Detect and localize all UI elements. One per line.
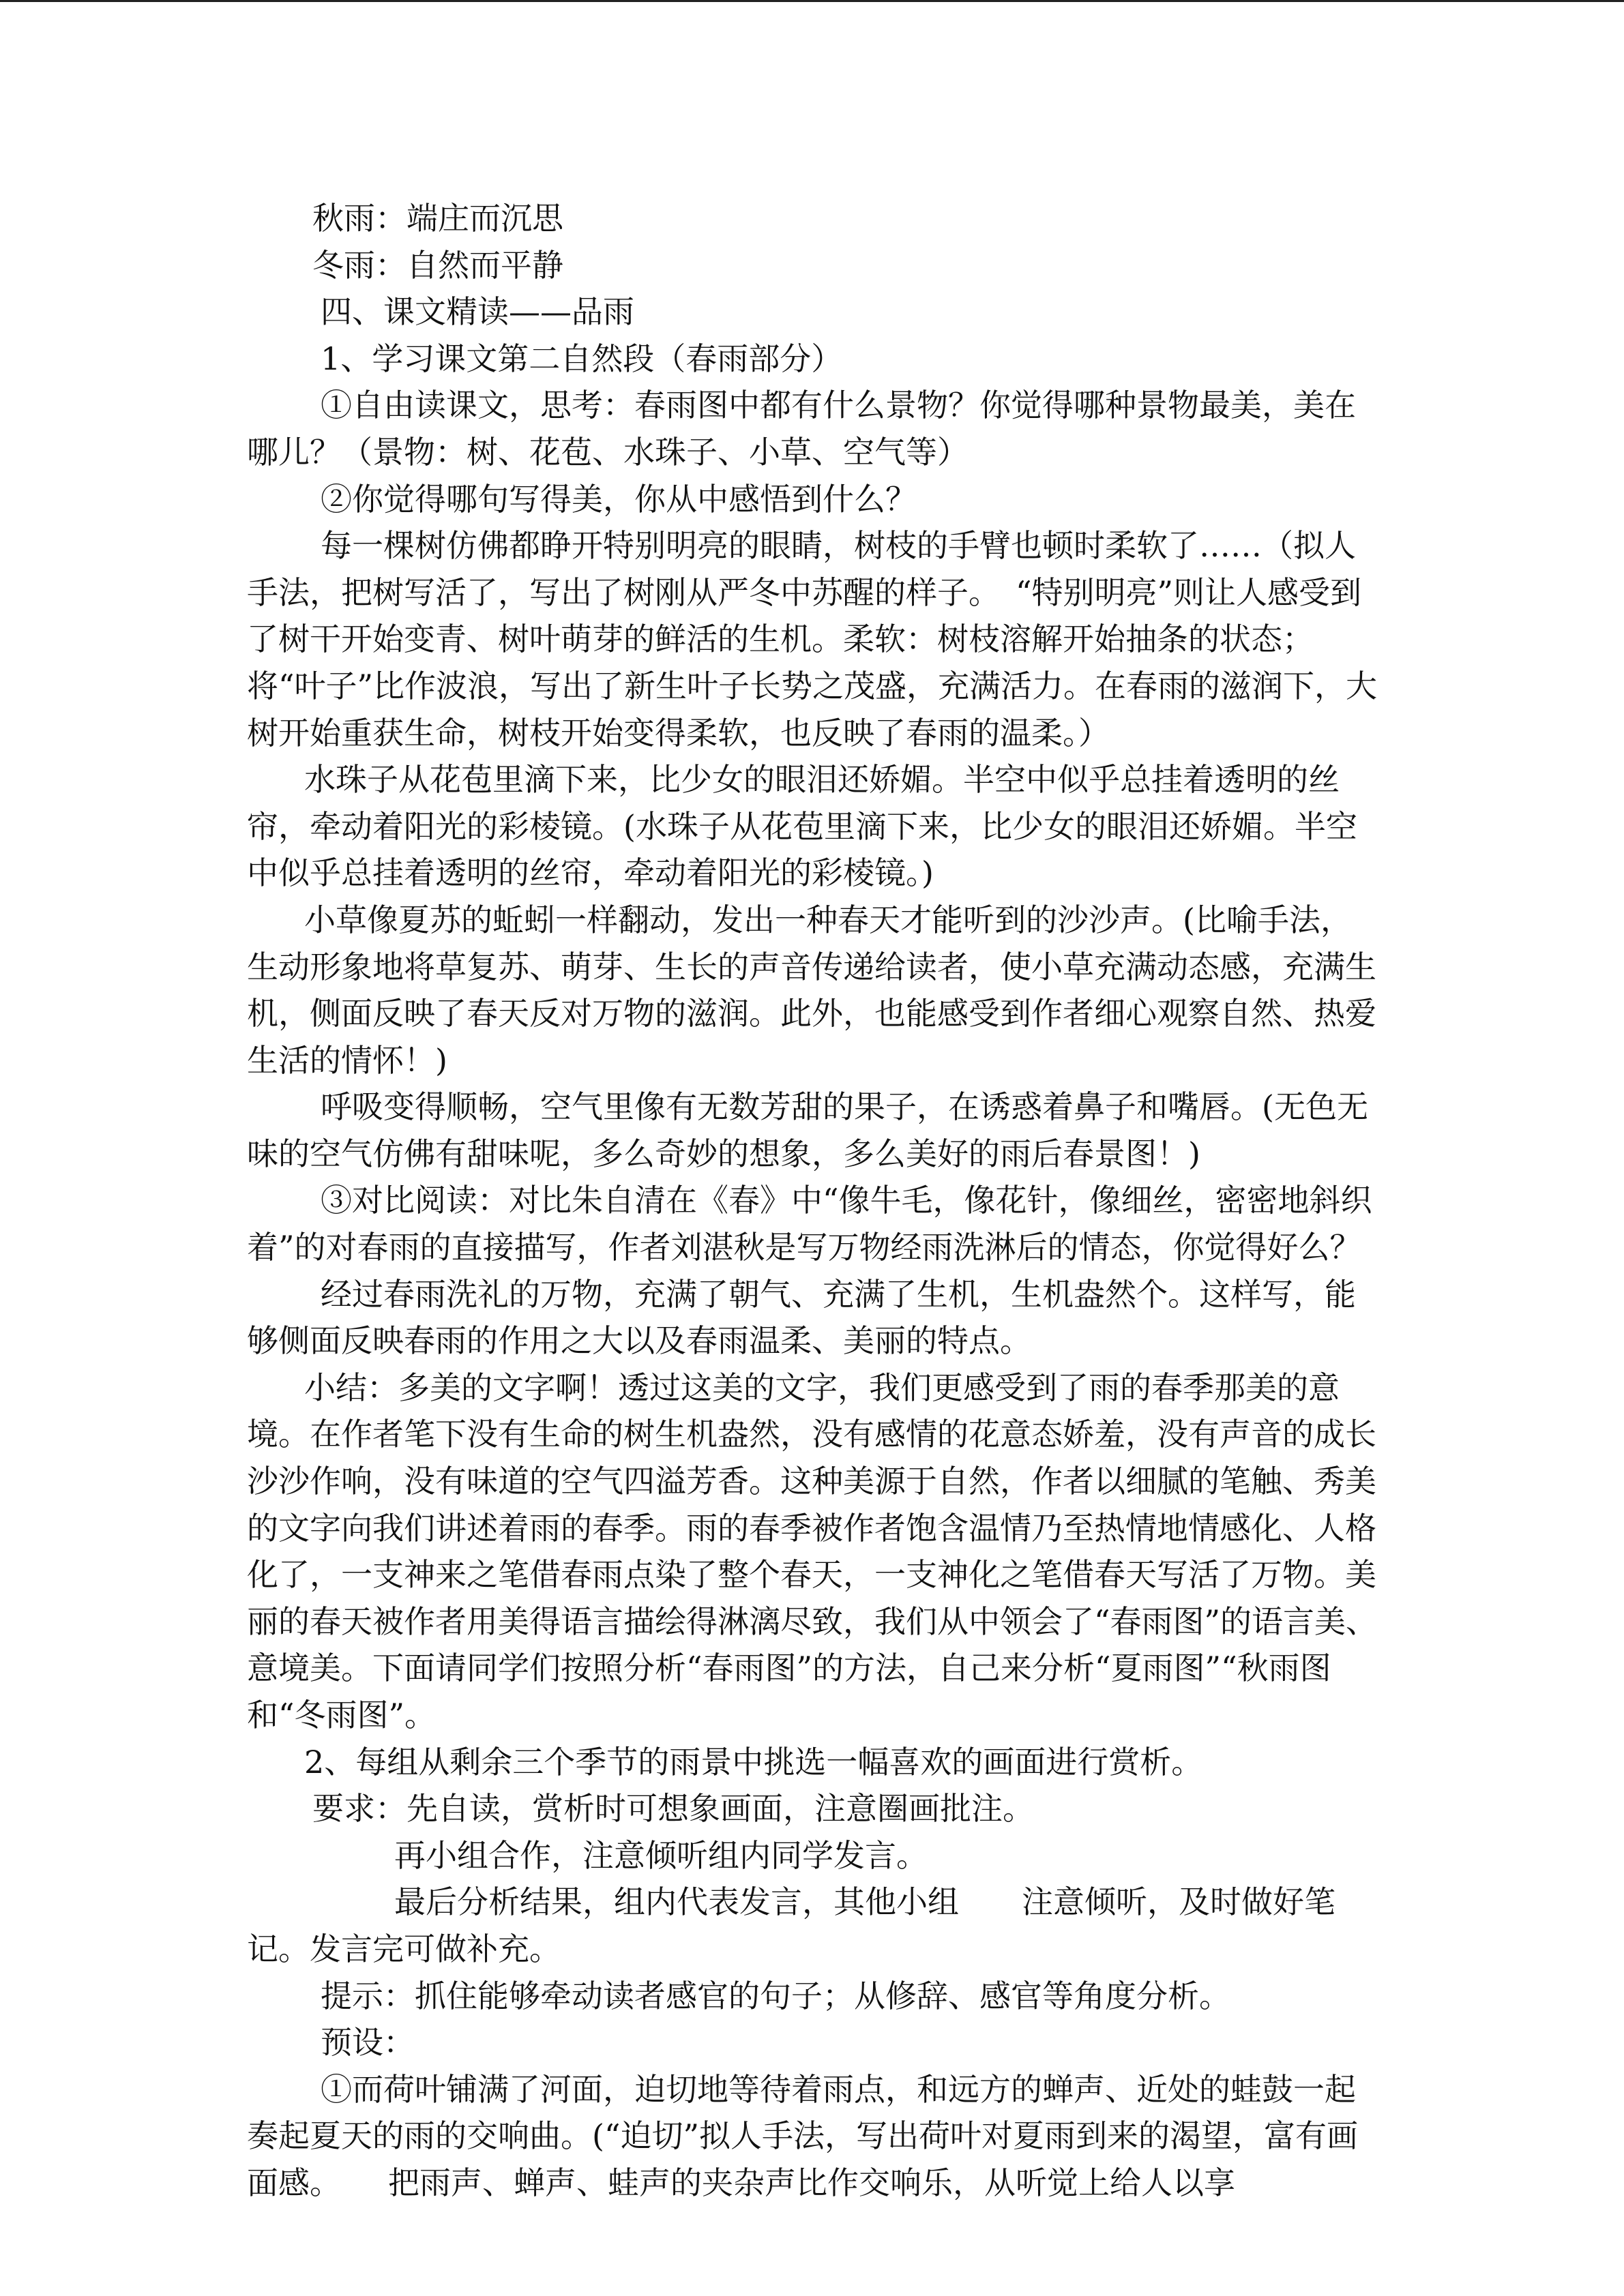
paragraph: 再小组合作，注意倾听组内同学发言。 [394, 1836, 928, 1874]
paragraph: 最后分析结果，组内代表发言，其他小组 注意倾听，及时做好笔记。发言完可做补充。 [247, 1883, 1335, 1967]
paragraph: ③对比阅读：对比朱自清在《春》中“像牛毛，像花针，像细丝，密密地斜织着”的对春雨的直接描写，作者刘湛秋是写万物经雨洗淋后的情态，你觉得好么？ [247, 1182, 1372, 1266]
paragraph: 秋雨：端庄而沉思 [312, 200, 563, 237]
section-heading: 四、课文精读——品雨 [321, 293, 634, 331]
paragraph: ①自由读课文，思考：春雨图中都有什么景物？你觉得哪种景物最美，美在哪儿？（景物：树、花苞、水珠子、小草、空气等） [247, 387, 1356, 471]
paragraph: 小草像夏苏的蚯蚓一样翻动，发出一种春天才能听到的沙沙声。(比喻手法，生动形象地将草复苏、萌芽、生长的声音传递给读者，使小草充满动态感，充满生机，侧面反映了春天反对万物的滋润。此外，也能感受到作者细心观察自然、热爱生活的情怀！) [247, 901, 1376, 1079]
subsection-heading: 2、每组从剩余三个季节的雨景中挑选一幅喜欢的画面进行赏析。 [304, 1743, 1203, 1780]
document-body [247, 195, 1379, 2207]
paragraph: 提示：抓住能够牵动读者感官的句子；从修辞、感官等角度分析。 [321, 1977, 1230, 2014]
page-top-border [0, 0, 1624, 2]
paragraph: 要求：先自读，赏析时可想象画面，注意圈画批注。 [312, 1790, 1034, 1828]
summary-paragraph: 小结：多美的文字啊！透过这美的文字，我们更感受到了雨的春季那美的意境。在作者笔下没有生命的树生机盎然，没有感情的花意态娇羞，没有声音的成长沙沙作响，没有味道的空气四溢芳香。这种美源于自然，作者以细腻的笔触、秀美的文字向我们讲述着雨的春季。雨的春季被作者饱含温情乃至热情地情感化、人格化了，一支神来之笔借春雨点染了整个春天，一支神化之笔借春天写活了万物。美丽的春天被作者用美得语言描绘得淋漓尽致，我们从中领会了“春雨图”的语言美、意境美。下面请同学们按照分析“春雨图”的方法，自己来分析“夏雨图”“秋雨图和“冬雨图”。 [247, 1369, 1378, 1733]
paragraph: 经过春雨洗礼的万物，充满了朝气、充满了生机，生机盎然个。这样写，能够侧面反映春雨的作用之大以及春雨温柔、美丽的特点。 [247, 1275, 1356, 1360]
paragraph: ①而荷叶铺满了河面，迫切地等待着雨点，和远方的蝉声、近处的蛙鼓一起奏起夏天的雨的交响曲。(“迫切”拟人手法，写出荷叶对夏雨到来的渴望，富有画面感。 把雨声、蝉声、蛙声的夹杂声比作交响乐，从听觉上给人以享 [247, 2070, 1358, 2201]
paragraph: 预设： [321, 2024, 415, 2061]
paragraph: ②你觉得哪句写得美，你从中感悟到什么？ [321, 480, 917, 518]
paragraph: 水珠子从花苞里滴下来，比少女的眼泪还娇媚。半空中似乎总挂着透明的丝帘，牵动着阳光的彩棱镜。(水珠子从花苞里滴下来，比少女的眼泪还娇媚。半空中似乎总挂着透明的丝帘，牵动着阳光的彩棱镜。) [247, 761, 1357, 892]
paragraph: 冬雨：自然而平静 [312, 246, 563, 284]
subsection-heading: 1、学习课文第二自然段（春雨部分） [321, 340, 843, 377]
paragraph: 每一棵树仿佛都睁开特别明亮的眼睛，树枝的手臂也顿时柔软了……（拟人手法，把树写活了，写出了树刚从严冬中苏醒的样子。 “特别明亮”则让人感受到了树干开始变青、树叶萌芽的鲜活的生机。柔软：树枝溶解开始抽条的状态；将“叶子”比作波浪，写出了新生叶子长势之茂盛，充满活力。在春雨的滋润下，大树开始重获生命，树枝开始变得柔软，也反映了春雨的温柔。） [247, 527, 1378, 751]
paragraph: 呼吸变得顺畅，空气里像有无数芳甜的果子，在诱惑着鼻子和嘴唇。(无色无味的空气仿佛有甜味呢，多么奇妙的想象，多么美好的雨后春景图！) [247, 1088, 1368, 1172]
